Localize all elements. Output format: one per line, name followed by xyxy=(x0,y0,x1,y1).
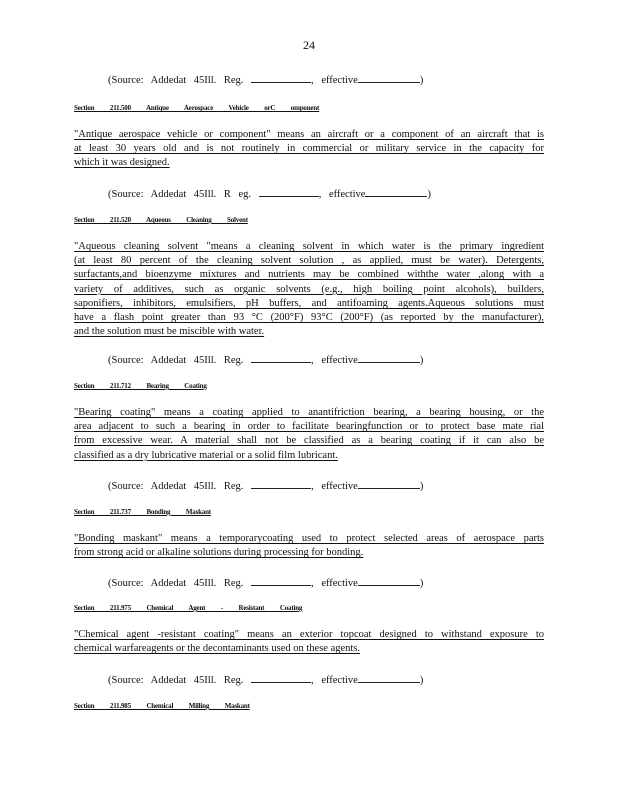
blank-line xyxy=(358,72,420,83)
blank-line xyxy=(358,478,420,489)
blank-line xyxy=(251,478,311,489)
text-line: area adjacent to such a bearing in order to facilitate bearingfunction or to protect base mate rial xyxy=(74,421,544,433)
blank-line xyxy=(251,672,311,683)
text-line: and the solution must be miscible with water. xyxy=(74,326,265,338)
text-line: "Bearing coating" means a coating applied to anantifriction bearing, a bearing housing, or the xyxy=(74,407,544,418)
blank-line xyxy=(358,575,420,586)
definition-paragraph xyxy=(74,628,544,656)
blank-line xyxy=(251,575,311,586)
page-number: 24 xyxy=(303,38,315,52)
section-heading: Section 211.520 Aqueous Cleaning Solvent xyxy=(74,216,248,224)
text-line: "Chemical agent -resistant coating" means an exterior topcoat designed to withstand exposure to xyxy=(74,629,544,640)
section-heading: Section 211.737 Bonding Maskant xyxy=(74,508,211,516)
section-heading: Section 211.712 Bearing Coating xyxy=(74,382,207,390)
text-line: saponifiers, inhibitors, emulsifiers, pH buffers, and antifoaming agents.Aqueous solutions must xyxy=(74,297,544,309)
blank-line xyxy=(251,72,311,83)
text-line: which it was designed. xyxy=(74,157,170,169)
section-heading: Section 211.500 Antique Aerospace Vehicle orC omponent xyxy=(74,104,320,112)
text-line: surfactants,and bioenzyme mixtures and nutrients may be combined withthe water ,along with a xyxy=(74,269,544,281)
source-note: (Source: Addedat 45Ill. Reg. , effective ) xyxy=(108,575,423,589)
source-note: (Source: Addedat 45Ill. Reg. , effective ) xyxy=(108,672,423,686)
text-line: "Antique aerospace vehicle or component" means an aircraft or a component of an aircraft that is xyxy=(74,129,544,140)
text-line: from strong acid or alkaline solutions during processing for bonding. xyxy=(74,547,364,559)
section-heading: Section 211.985 Chemical Milling Maskant xyxy=(74,702,250,710)
text-line: have a flash point greater than 93 °C (200°F) 93°C (200°F) (as reported by the manufacturer), xyxy=(74,312,544,324)
text-line: from excessive wear. A material shall not be classified as a bearing coating if it can also be xyxy=(74,435,544,447)
text-line: at least 30 years old and is not routinely in commercial or military service in the capacity for xyxy=(74,143,544,155)
definition-paragraph xyxy=(74,406,544,463)
blank-line xyxy=(251,352,311,363)
text-line: classified as a dry lubricative material or a solid film lubricant. xyxy=(74,449,338,461)
definition-paragraph xyxy=(74,240,544,339)
source-note: (Source: Addedat 45Ill. R eg. , effective ) xyxy=(108,186,431,200)
text-line: variety of additives, such as organic solvents (e.g., high boiling point alcohols), builders, xyxy=(74,283,544,295)
blank-line xyxy=(358,352,420,363)
section-heading: Section 211.975 Chemical Agent - Resistant Coating xyxy=(74,604,303,612)
definition-paragraph xyxy=(74,532,544,560)
definition-paragraph xyxy=(74,128,544,171)
text-line: "Aqueous cleaning solvent "means a cleaning solvent in which water is the primary ingredient xyxy=(74,241,544,252)
blank-line xyxy=(358,672,420,683)
blank-line xyxy=(365,186,427,197)
source-note: (Source: Addedat 45Ill. Reg. , effective ) xyxy=(108,72,423,86)
source-note: (Source: Addedat 45Ill. Reg. , effective ) xyxy=(108,478,423,492)
text-line: (at least 80 percent of the cleaning solvent solution , as applied, must be water). Detergents, xyxy=(74,255,544,267)
blank-line xyxy=(259,186,319,197)
text-line: chemical warfareagents or the decontaminants used on these agents. xyxy=(74,643,361,655)
text-line: "Bonding maskant" means a temporarycoating used to protect selected areas of aerospace parts xyxy=(74,533,544,544)
source-note: (Source: Addedat 45Ill. Reg. , effective ) xyxy=(108,352,423,366)
